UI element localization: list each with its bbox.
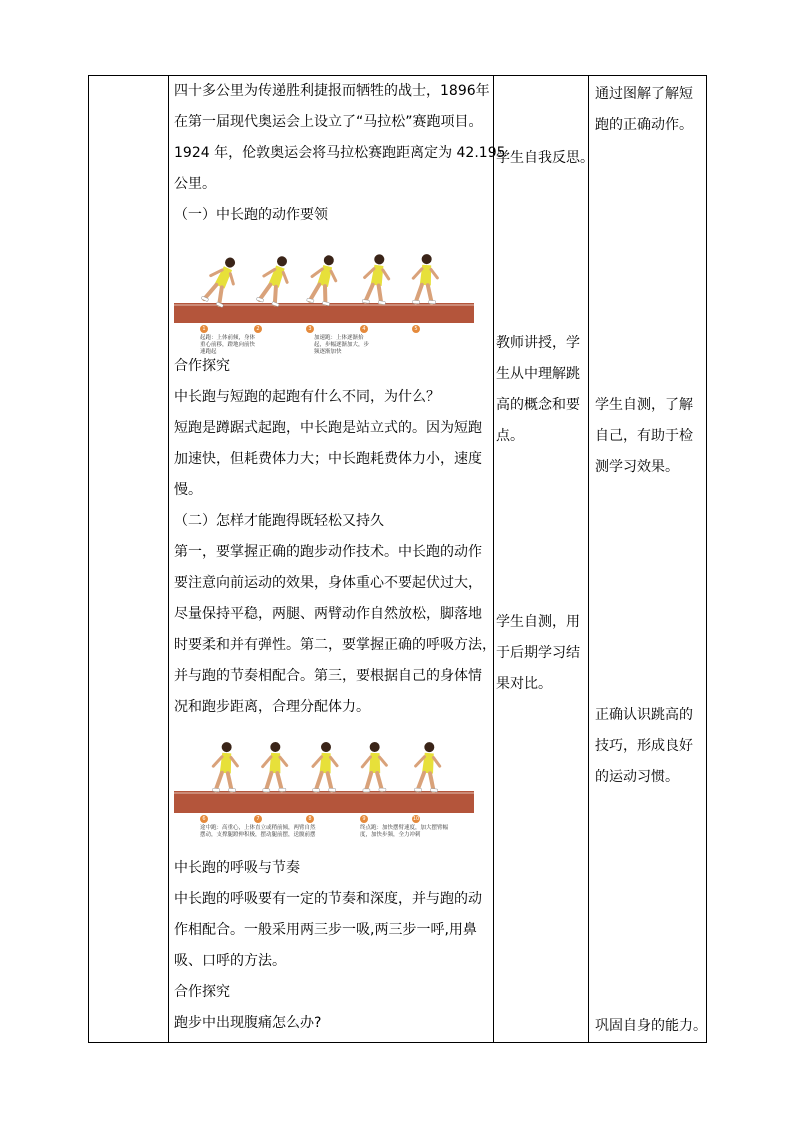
intent-line: 正确认识跳高的 bbox=[595, 707, 693, 723]
answer-line: 短跑是蹲踞式起跑，中长跑是站立式的。因为短跑 bbox=[174, 420, 482, 436]
section-heading: （一）中长跑的动作要领 bbox=[174, 207, 328, 223]
activity-line: 学生自我反思。 bbox=[496, 150, 594, 166]
column-divider bbox=[493, 76, 494, 1042]
step-number: 8 bbox=[306, 815, 314, 823]
figure-caption: 起跑：上体前倾，身体重心前移，蹬地向前快速跑起 bbox=[200, 335, 256, 355]
content-line: 1924 年，伦敦奥运会将马拉松赛跑距离定为 42.195 bbox=[174, 145, 506, 161]
step-number: 4 bbox=[360, 325, 368, 333]
content-line: 在第一届现代奥运会上设立了“马拉松”赛跑项目。 bbox=[174, 114, 483, 130]
question: 跑步中出现腹痛怎么办? bbox=[174, 1015, 322, 1031]
answer-line: 慢。 bbox=[174, 482, 202, 498]
activity-line: 果对比。 bbox=[496, 676, 552, 692]
content-line: 况和跑步距离，合理分配体力。 bbox=[174, 699, 370, 715]
step-number: 10 bbox=[412, 816, 420, 822]
content-line: 中长跑的呼吸要有一定的节奏和深度，并与跑的动 bbox=[174, 891, 482, 907]
step-number: 5 bbox=[412, 325, 420, 333]
coop-heading: 合作探究 bbox=[174, 358, 230, 374]
content-line: 吸、口呼的方法。 bbox=[174, 953, 286, 969]
content-line: 第一，要掌握正确的跑步动作技术。中长跑的动作 bbox=[174, 544, 482, 560]
step-number: 6 bbox=[200, 815, 208, 823]
column-divider bbox=[168, 76, 169, 1042]
intent-line: 学生自测，了解 bbox=[595, 397, 693, 413]
student-activity-3 bbox=[496, 607, 591, 700]
design-intent-1 bbox=[595, 79, 707, 141]
section-heading: （二）怎样才能跑得既轻松又持久 bbox=[174, 513, 384, 529]
section-heading: 中长跑的呼吸与节奏 bbox=[174, 860, 300, 876]
figure-caption: 途中跑：高重心，上体直立或稍前倾，两臂自然摆动，支撑腿蹬伸积极，摆动腿前摆，送髋前摆 bbox=[200, 825, 316, 838]
content-line: 并与跑的节奏相配合。第三，要根据自己的身体情 bbox=[174, 668, 482, 684]
content-line: 时要柔和并有弹性。第二，要掌握正确的呼吸方法， bbox=[174, 637, 496, 653]
runners-illustration-2 bbox=[174, 729, 474, 824]
runners-illustration-1 bbox=[174, 237, 474, 337]
activity-line: 于后期学习结 bbox=[496, 645, 580, 661]
step-number: 7 bbox=[254, 815, 262, 823]
intent-line: 通过图解了解短 bbox=[595, 86, 693, 102]
activity-line: 生从中理解跳 bbox=[496, 366, 580, 382]
intent-line: 自己，有助于检 bbox=[595, 428, 693, 444]
content-line: 公里。 bbox=[174, 176, 216, 192]
question: 中长跑与短跑的起跑有什么不同，为什么？ bbox=[174, 389, 440, 405]
intent-line: 技巧，形成良好 bbox=[595, 738, 693, 754]
step-number: 2 bbox=[254, 325, 262, 333]
student-activity-1 bbox=[496, 143, 594, 174]
stage-column bbox=[89, 76, 168, 1042]
intent-line: 跑的正确动作。 bbox=[595, 117, 693, 133]
activity-line: 学生自测，用 bbox=[496, 614, 580, 630]
step-number: 1 bbox=[200, 325, 208, 333]
activity-line: 教师讲授，学 bbox=[496, 335, 580, 351]
answer-line: 加速快，但耗费体力大；中长跑耗费体力小，速度 bbox=[174, 451, 482, 467]
intent-line: 的运动习惯。 bbox=[595, 769, 679, 785]
step-number: 3 bbox=[306, 325, 314, 333]
content-column bbox=[174, 76, 506, 1039]
column-divider bbox=[588, 76, 589, 1042]
content-line: 作相配合。一般采用两三步一吸,两三步一呼,用鼻 bbox=[174, 922, 477, 938]
content-line: 要注意向前运动的效果，身体重心不要起伏过大， bbox=[174, 575, 482, 591]
figure-caption: 终点跑：加快摆臂速度，加大摆臂幅度，加快步频，全力冲刺 bbox=[360, 825, 449, 838]
figure-caption: 加速跑：上体逐渐抬起，步幅逐渐加大，步频逐渐加快 bbox=[314, 335, 370, 355]
intent-line: 测学习效果。 bbox=[595, 459, 679, 475]
coop-heading: 合作探究 bbox=[174, 984, 230, 1000]
student-activity-2 bbox=[496, 328, 591, 452]
lesson-table bbox=[88, 75, 707, 1043]
content-line: 尽量保持平稳，两腿、两臂动作自然放松，脚落地 bbox=[174, 606, 482, 622]
activity-line: 高的概念和要 bbox=[496, 397, 580, 413]
mid-run-figure bbox=[174, 729, 474, 847]
step-number: 9 bbox=[360, 815, 368, 823]
start-run-figure bbox=[174, 237, 474, 355]
content-line: 四十多公里为传递胜利捷报而牺牲的战士，1896年 bbox=[174, 83, 490, 99]
design-intent-2 bbox=[595, 390, 707, 483]
design-intent-4 bbox=[595, 1011, 707, 1042]
intent-line: 巩固自身的能力。 bbox=[595, 1018, 707, 1034]
activity-line: 点。 bbox=[496, 428, 524, 444]
design-intent-3 bbox=[595, 700, 707, 793]
